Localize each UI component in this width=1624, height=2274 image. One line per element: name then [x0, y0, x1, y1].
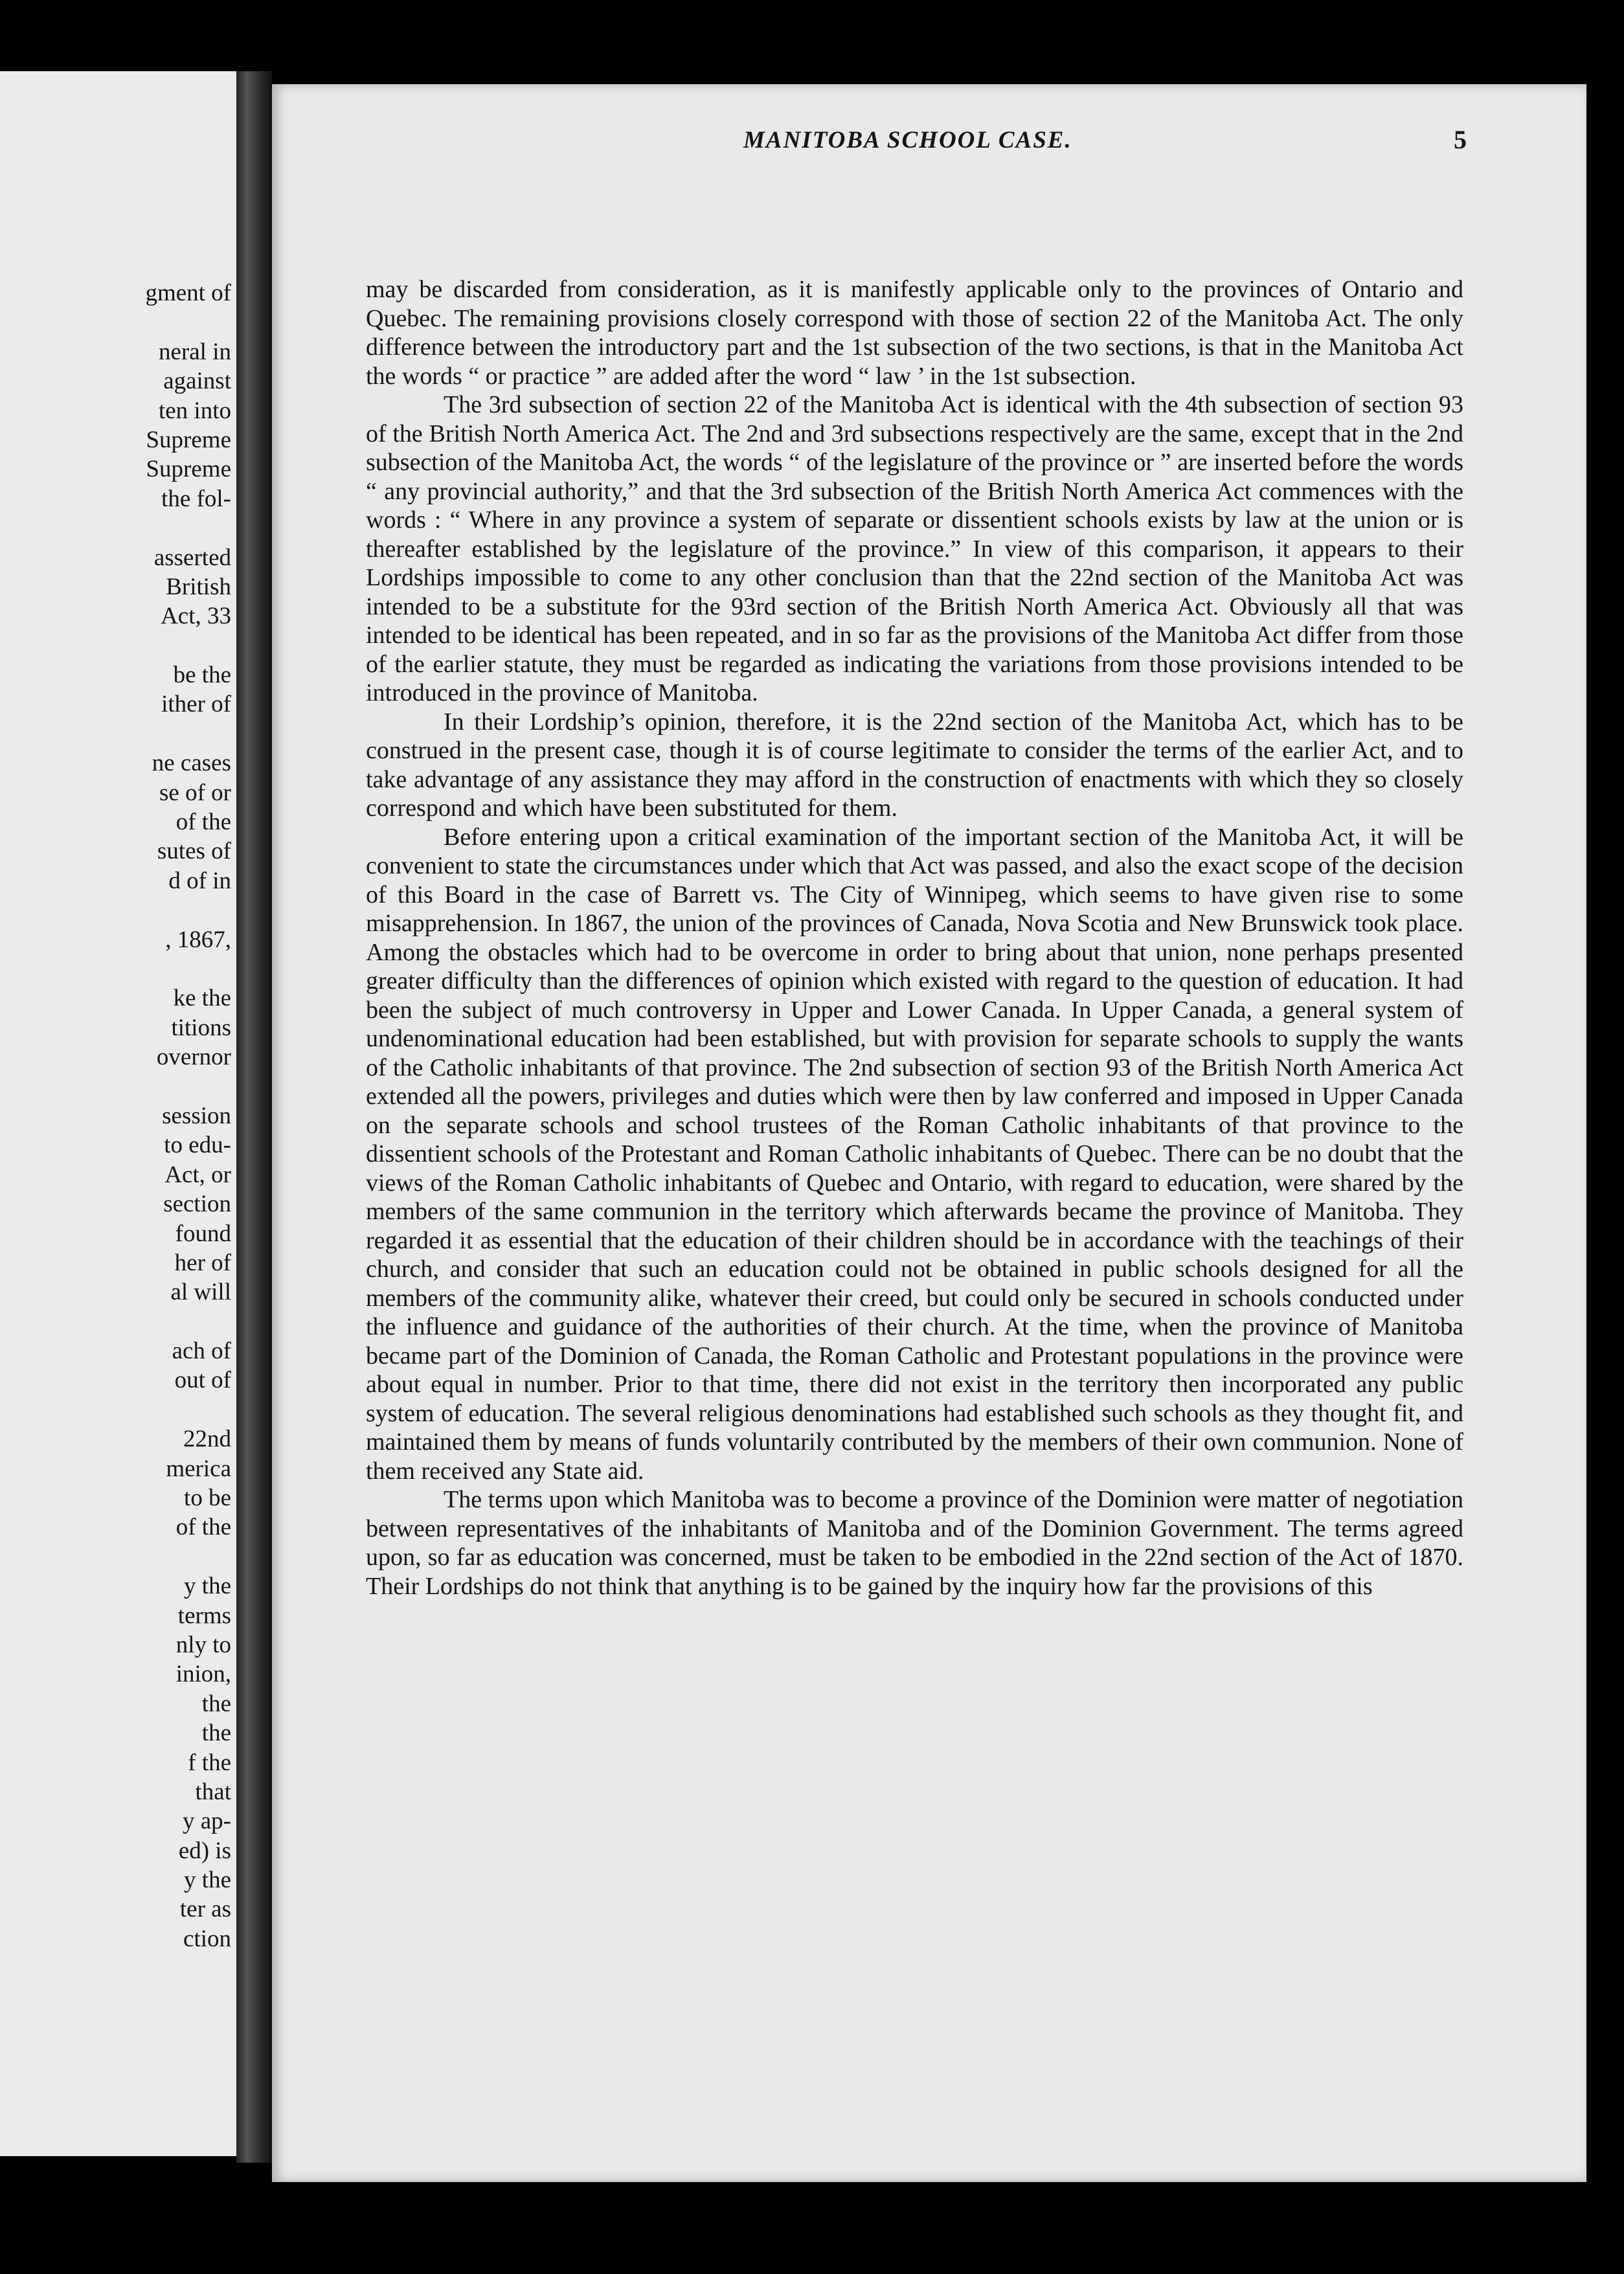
left-page-line: se of or — [159, 779, 231, 806]
left-page-line — [0, 1542, 231, 1571]
left-page-line: to be — [184, 1485, 231, 1512]
left-page-line: merica — [166, 1455, 231, 1482]
paragraph-1: may be discarded from consideration, as it is manifestly applicable only to the provinces of Ontario and Quebec. The remaining provisions closely correspond with those of section 22 of the Manitoba Act. The only difference between the introductory part and the 1st subsection of the two sections, is that in the Manitoba Act the words “ or practice ” are added after the word “ law ’ in the 1st subsection. — [366, 276, 1463, 390]
paragraph-5: The terms upon which Manitoba was to become a province of the Dominion were matter of negotiation between representatives of the inhabitants of Manitoba and of the Dominion Government. The terms agreed upon, so far as education was concerned, must be taken to be embodied in the 22nd section of the Act of 1870. Their Lordships do not think that anything is to be gained by the inquiry how far the provisions of this — [366, 1486, 1463, 1600]
left-page-line: 22nd — [183, 1426, 231, 1453]
left-page-line: sutes of — [157, 838, 231, 865]
page-number: 5 — [1454, 125, 1467, 154]
left-page-line — [0, 1395, 231, 1424]
left-page-line: ither of — [161, 691, 231, 718]
left-page-line: session — [162, 1102, 231, 1129]
left-page-line: overnor — [156, 1044, 231, 1071]
left-page-line — [0, 308, 231, 337]
left-page-text — [0, 278, 231, 1953]
left-page-line: the — [201, 1720, 231, 1747]
left-page-line: ne cases — [152, 750, 231, 777]
left-page-line: y ap- — [183, 1808, 231, 1835]
left-page-line: f the — [188, 1749, 231, 1776]
left-page-line: Act, 33 — [161, 603, 231, 630]
left-page-line: terms — [177, 1602, 231, 1629]
left-page-line: nly to — [175, 1631, 231, 1658]
left-page-line: against — [163, 368, 231, 395]
left-page-line: found — [175, 1220, 231, 1247]
left-page-line: titions — [171, 1014, 231, 1041]
left-page-line: asserted — [153, 544, 231, 571]
left-page-line — [0, 895, 231, 925]
left-page-line — [0, 719, 231, 749]
left-page-line: of the — [175, 1514, 231, 1541]
left-page-line: inion, — [175, 1661, 231, 1688]
paragraph-3: In their Lordship’s opinion, therefore, it is the 22nd section of the Manitoba Act, which has to be construed in the present case, though it is of course legitimate to consider the terms of the earlier Act, and to take advantage of any assistance they may afford in the construction of enactments with which they so closely correspond and which have been substituted for them. — [366, 708, 1463, 822]
left-page-line: out of — [174, 1367, 231, 1394]
left-page-line — [0, 1072, 231, 1101]
left-page-line: Act, or — [164, 1161, 231, 1188]
left-page-line: British — [166, 573, 231, 600]
left-page-line: ed) is — [178, 1837, 231, 1864]
left-page-line: y the — [184, 1573, 231, 1600]
left-page-line: y the — [184, 1867, 231, 1894]
left-page-line: the fol- — [161, 485, 231, 512]
left-page-line — [0, 631, 231, 660]
left-page-line — [0, 513, 231, 543]
left-page-line: ke the — [173, 985, 231, 1012]
left-page-line: that — [195, 1778, 231, 1805]
running-title: MANITOBA SCHOOL CASE. — [743, 127, 1072, 153]
left-page-line: ter as — [179, 1896, 231, 1923]
left-page-line: Supreme — [146, 456, 231, 483]
left-page-line: to edu- — [164, 1132, 231, 1159]
left-page-line: neral in — [159, 338, 231, 365]
left-page-line: d of in — [168, 867, 231, 894]
paragraph-2: The 3rd subsection of section 22 of the Manitoba Act is identical with the 4th subsection of section 93 of the British North America Act. The 2nd and 3rd subsections respectively are the same, except that in the 2nd subsection of the Manitoba Act, the words “ of the legislature of the province or ” are inserted before the words “ any provincial authority,” and that the 3rd subsection of the British North America Act commences with the words : “ Where in any province a system of separate or dissentient schools exists by law at the union or is thereafter established by the legislature of the province.” In view of this comparison, it appears to their Lordships impossible to come to any other conclusion than that the 22nd section of the Manitoba Act was intended to be a substitute for the 93rd section of the British North America Act. Obviously all that was intended to be identical has been repeated, and in so far as the provisions of the Manitoba Act differ from those of the earlier statute, they must be regarded as indicating the variations from those provisions intended to be introduced in the province of Manitoba. — [366, 391, 1463, 706]
paragraph-4: Before entering upon a critical examination of the important section of the Manitoba Act, it will be convenient to state the circumstances under which that Act was passed, and also the exact scope of the decision of this Board in the case of Barrett vs. The City of Winnipeg, which seems to have given rise to some misapprehension. In 1867, the union of the provinces of Canada, Nova Scotia and New Brunswick took place. Among the obstacles which had to be overcome in order to bring about that union, none perhaps presented greater difficulty than the differences of opinion which existed with regard to the question of education. It had been the subject of much controversy in Upper and Lower Canada. In Upper Canada, a general system of undenominational education had been established, but with provision for separate schools to supply the wants of the Catholic inhabitants of that province. The 2nd subsection of section 93 of the British North America Act extended all the powers, privileges and duties which were then by law conferred and imposed in Upper Canada on the separate schools and school trustees of the Roman Catholic inhabitants of that province to the dissentient schools of the Protestant and Roman Catholic inhabitants of Quebec. There can be no doubt that the views of the Roman Catholic inhabitants of Quebec and Ontario, with regard to education, were shared by the members of the same communion in the territory which afterwards became the province of Manitoba. They regarded it as essential that the education of their children should be in accordance with the teachings of their church, and consider that such an education could not be obtained in public schools designed for all the members of the community alike, whatever their creed, but could only be secured in schools conducted under the influence and guidance of the authorities of their church. At the time, when the province of Manitoba became part of the Dominion of Canada, the Roman Catholic and Protestant populations in the province were about equal in number. Prior to that time, there did not exist in the territory then incorporated any public system of education. The several religious denominations had established such schools as they thought fit, and maintained them by means of funds voluntarily contributed by the members of their own communion. None of them received any State aid. — [366, 823, 1463, 1485]
left-page-line: ach of — [172, 1338, 231, 1365]
book-gutter — [236, 71, 272, 2163]
left-page-line: gment of — [145, 280, 231, 306]
left-page-line — [0, 1307, 231, 1336]
left-page-line: be the — [173, 662, 231, 689]
left-page-line: of the — [175, 809, 231, 836]
left-page-line: the — [201, 1690, 231, 1717]
left-page-line — [0, 954, 231, 984]
body-text — [366, 275, 1463, 1601]
left-page-line: Supreme — [146, 426, 231, 453]
left-facing-page — [0, 71, 236, 2156]
left-page-line: al will — [170, 1279, 231, 1306]
left-page-line: ten into — [158, 397, 231, 424]
left-page-line: , 1867, — [165, 926, 231, 953]
left-page-line: her of — [174, 1249, 231, 1276]
left-page-line: ction — [183, 1925, 231, 1952]
left-page-line: section — [163, 1191, 231, 1218]
